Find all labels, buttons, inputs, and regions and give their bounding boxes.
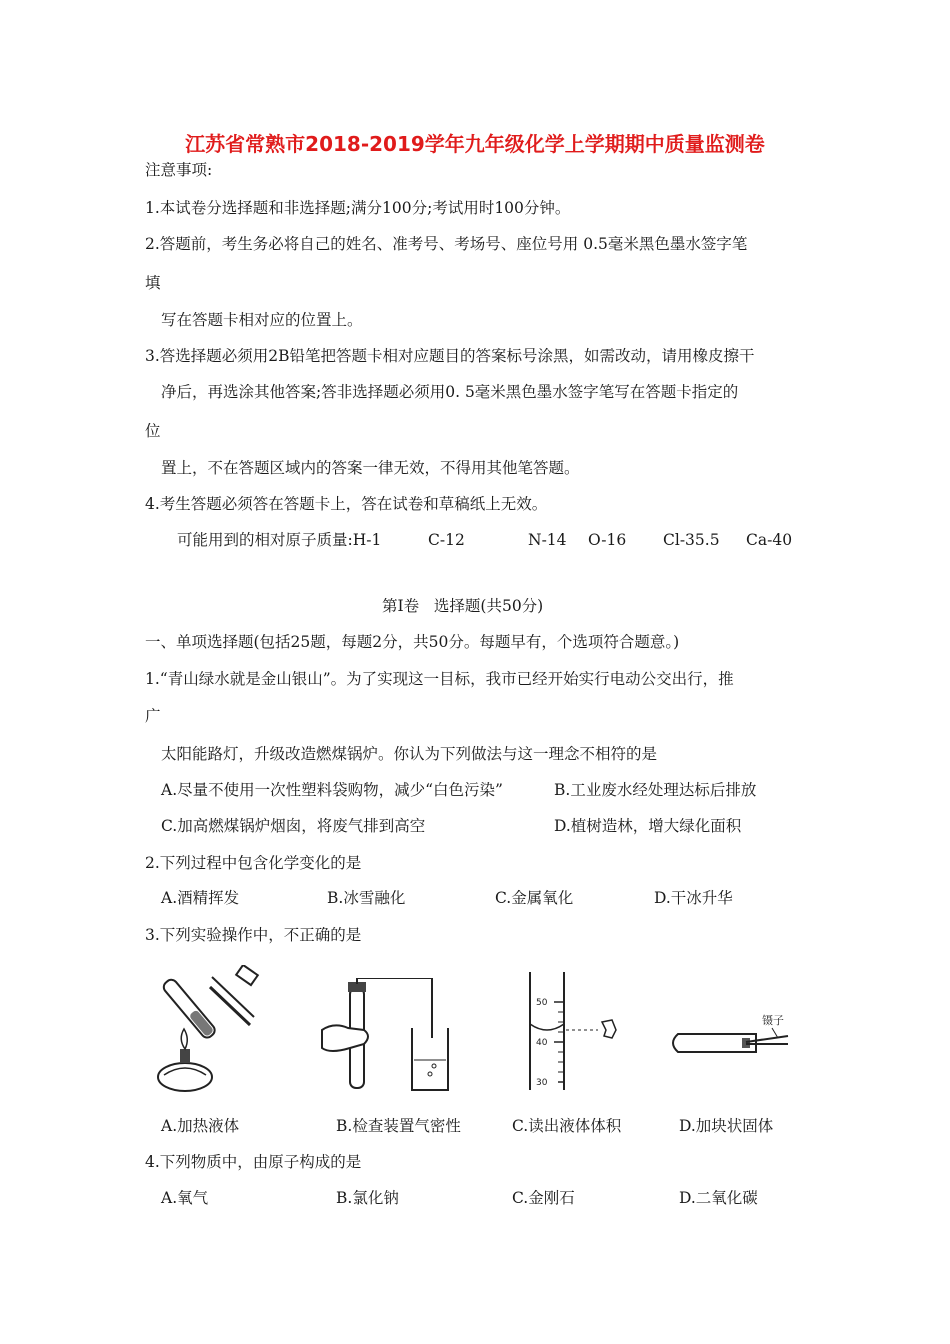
cylinder-tick-50: 50	[536, 998, 548, 1008]
q3-option-c: C.读出液体体积	[512, 1117, 622, 1135]
note-3-line-2: 净后，再选涂其他答案;答非选择题必须用0. 5毫米黑色墨水签字笔写在答题卡指定的	[161, 383, 739, 401]
q4-option-c: C.金刚石	[512, 1189, 575, 1207]
cylinder-tick-40: 40	[536, 1038, 548, 1048]
q3-option-a: A.加热液体	[161, 1117, 240, 1135]
q1-stem-line-2: 广	[145, 707, 161, 725]
note-2-line-2: 填	[145, 274, 161, 292]
q4-option-b: B.氯化钠	[336, 1189, 399, 1207]
atomic-mass-o: O-16	[588, 531, 627, 549]
q4-stem: 4.下列物质中，由原子构成的是	[145, 1153, 362, 1171]
note-3-line-3: 位	[145, 422, 161, 440]
notes-heading: 注意事项:	[145, 161, 213, 179]
q4-option-d: D.二氧化碳	[679, 1189, 758, 1207]
cylinder-tick-30: 30	[536, 1078, 548, 1088]
document-title: 江苏省常熟市2018-2019学年九年级化学上学期期中质量监测卷	[185, 132, 765, 156]
section-instruction: 一、单项选择题(包括25题，每题2分，共50分。每题早有，个选项符合题意。)	[145, 633, 680, 651]
atomic-mass-c: C-12	[428, 531, 465, 549]
atomic-mass-label: 可能用到的相对原子质量:H-1	[177, 531, 382, 549]
q3-option-d: D.加块状固体	[679, 1117, 774, 1135]
note-1: 1.本试卷分选择题和非选择题;满分100分;考试用时100分钟。	[145, 199, 571, 217]
q1-option-a: A.尽量不使用一次性塑料袋购物，减少“白色污染”	[161, 781, 503, 799]
q1-option-b: B.工业废水经处理达标后排放	[554, 781, 757, 799]
note-3-line-1: 3.答选择题必须用2B铅笔把答题卡相对应题目的答案标号涂黑，如需改动，请用橡皮擦干	[145, 347, 755, 365]
section-heading: 第Ⅰ卷 选择题(共50分)	[382, 597, 544, 615]
q2-stem: 2.下列过程中包含化学变化的是	[145, 854, 362, 872]
note-2-line-1: 2.答题前，考生务必将自己的姓名、准考号、考场号、座位号用 0.5毫米黑色墨水签字笔	[145, 235, 748, 253]
atomic-mass-cl: Cl-35.5	[663, 531, 720, 549]
q1-option-d: D.植树造林，增大绿化面积	[554, 817, 742, 835]
q2-option-b: B.冰雪融化	[327, 889, 406, 907]
atomic-mass-n: N-14	[528, 531, 567, 549]
note-2-line-3: 写在答题卡相对应的位置上。	[161, 311, 363, 329]
note-3-line-4: 置上，不在答题区域内的答案一律无效，不得用其他笔答题。	[161, 459, 580, 477]
q3-stem: 3.下列实验操作中，不正确的是	[145, 926, 362, 944]
q2-option-c: C.金属氧化	[495, 889, 574, 907]
q1-option-c: C.加高燃煤锅炉烟囱，将废气排到高空	[161, 817, 426, 835]
figure-adding-solid	[660, 1008, 800, 1068]
note-4: 4.考生答题必须答在答题卡上，答在试卷和草稿纸上无效。	[145, 495, 548, 513]
figure-reading-cylinder	[520, 972, 630, 1092]
atomic-mass-ca: Ca-40	[746, 531, 793, 549]
q2-option-d: D.干冰升华	[654, 889, 733, 907]
tweezers-label: 镊子	[762, 1014, 784, 1027]
q1-stem-line-3: 太阳能路灯，升级改造燃煤锅炉。你认为下列做法与这一理念不相符的是	[161, 745, 658, 763]
q3-option-b: B.检查装置气密性	[336, 1117, 461, 1135]
q2-option-a: A.酒精挥发	[161, 889, 240, 907]
figure-airtightness-check	[320, 978, 450, 1098]
q1-stem-line-1: 1.“青山绿水就是金山银山”。为了实现这一目标，我市已经开始实行电动公交出行，推	[145, 670, 734, 688]
q4-option-a: A.氧气	[161, 1189, 209, 1207]
figure-heating-liquid	[150, 965, 260, 1095]
